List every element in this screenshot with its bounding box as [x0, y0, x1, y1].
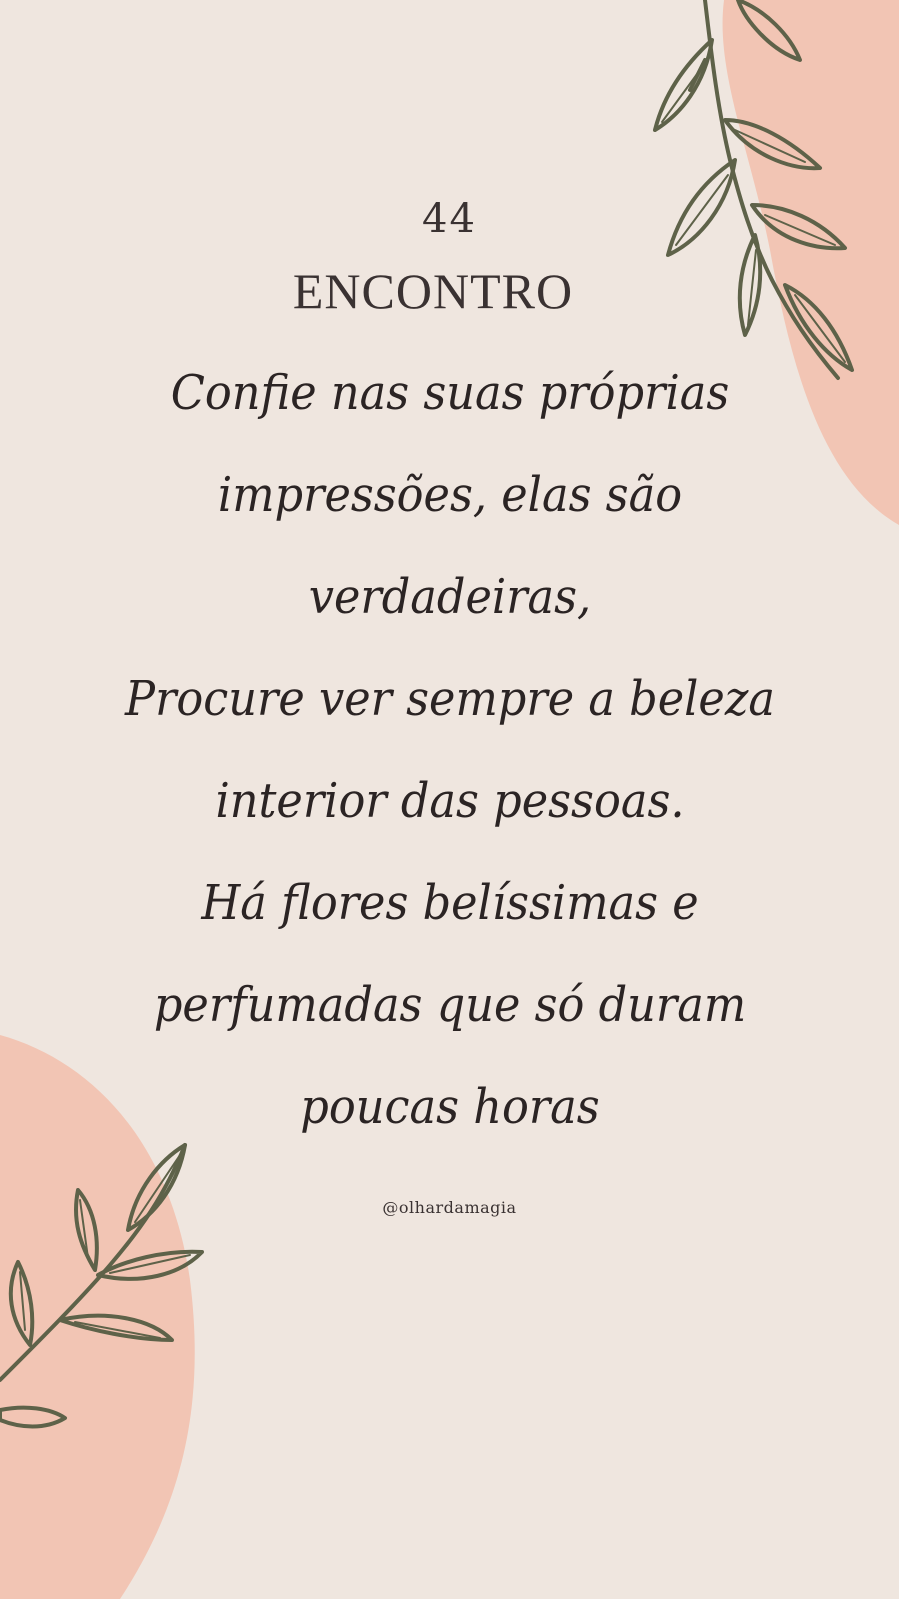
quote-line: verdadeiras,: [308, 569, 592, 625]
quote-line: Procure ver sempre a beleza: [125, 671, 775, 727]
entry-number: 44: [422, 196, 477, 242]
quote-line: Há flores belíssimas e: [201, 875, 699, 931]
entry-heading: ENCONTRO: [292, 263, 574, 319]
quote-line: Confie nas suas próprias: [170, 365, 730, 421]
quote-line: poucas horas: [300, 1079, 600, 1135]
quote-line: perfumadas que só duram: [153, 977, 747, 1033]
social-handle: @olhardamagia: [382, 1198, 517, 1217]
quote-line: interior das pessoas.: [215, 773, 685, 829]
quote-line: impressões, elas são: [217, 467, 683, 523]
quote-text: [60, 342, 840, 1158]
